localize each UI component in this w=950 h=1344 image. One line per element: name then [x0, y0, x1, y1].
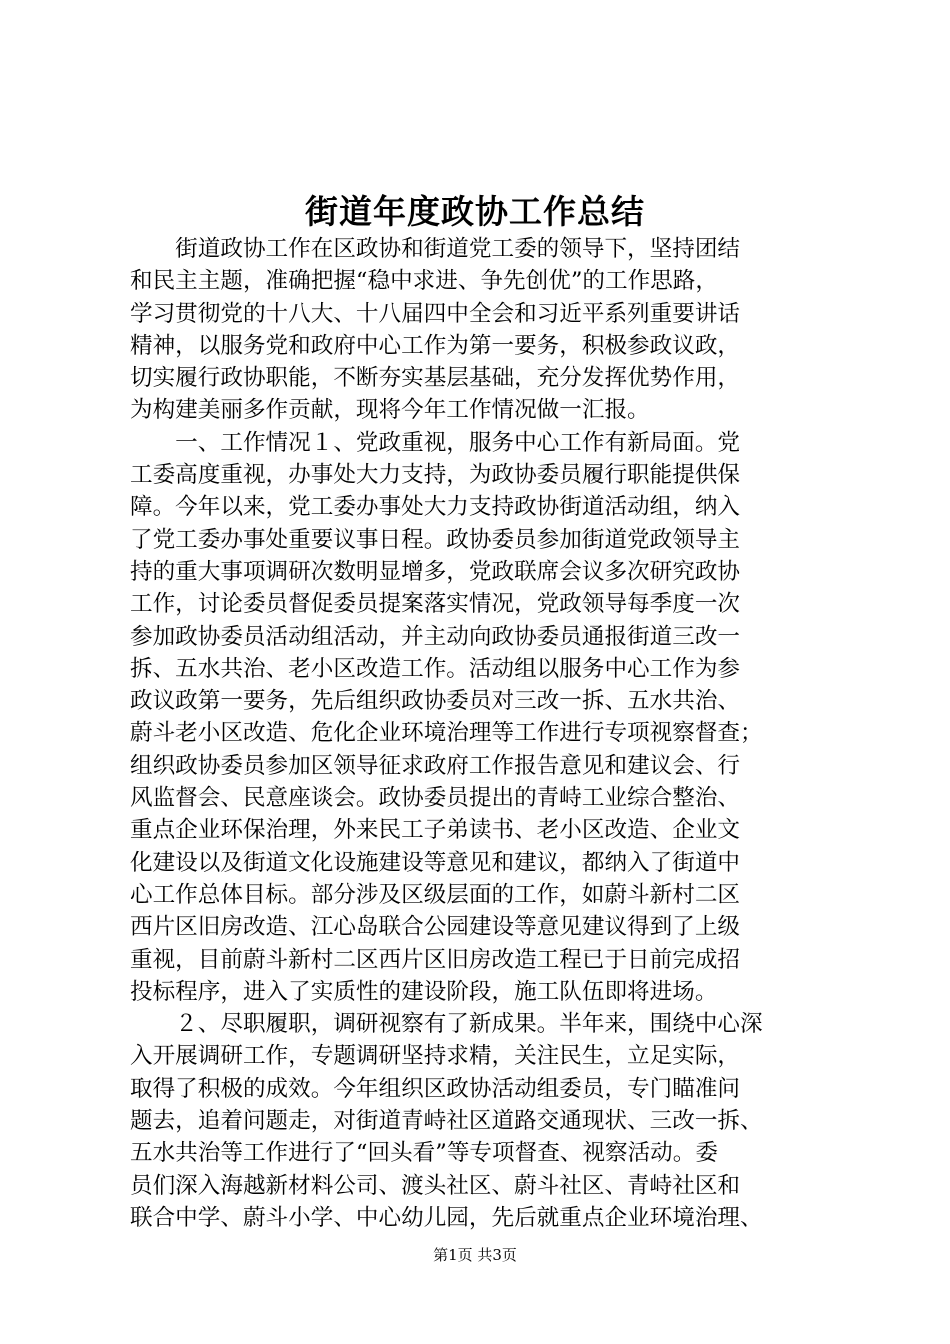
text-line: ２、尽职履职，调研视察有了新成果。半年来，围绕中心深 — [130, 1011, 763, 1038]
text-line: 重点企业环保治理，外来民工子弟读书、老小区改造、企业文 — [130, 817, 741, 844]
text-line: 为构建美丽多作贡献，现将今年工作情况做一汇报。 — [130, 397, 650, 424]
text-line: 工委高度重视，办事处大力支持，为政协委员履行职能提供保 — [130, 462, 741, 489]
text-line: 切实履行政协职能，不断夯实基层基础，充分发挥优势作用， — [130, 365, 741, 392]
text-line: 学习贯彻党的十八大、十八届四中全会和习近平系列重要讲话 — [130, 300, 741, 327]
text-line: 西片区旧房改造、江心岛联合公园建设等意见建议得到了上级 — [130, 914, 741, 941]
text-line: 拆、五水共治、老小区改造工作。活动组以服务中心工作为参 — [130, 655, 741, 682]
text-line: 政议政第一要务，先后组织政协委员对三改一拆、五水共治、 — [130, 688, 741, 715]
text-line: 参加政协委员活动组活动，并主动向政协委员通报街道三改一 — [130, 623, 741, 650]
text-line: 心工作总体目标。部分涉及区级层面的工作，如蔚斗新村二区 — [130, 881, 741, 908]
text-line: 一、工作情况１、党政重视，服务中心工作有新局面。党 — [130, 429, 741, 456]
text-line: 取得了积极的成效。今年组织区政协活动组委员，专门瞄准问 — [130, 1075, 741, 1102]
text-line: 障。今年以来，党工委办事处大力支持政协街道活动组，纳入 — [130, 494, 741, 521]
text-line: 联合中学、蔚斗小学、中心幼儿园，先后就重点企业环境治理、 — [130, 1204, 763, 1231]
document-body — [130, 233, 842, 1234]
text-line: 街道政协工作在区政协和街道党工委的领导下，坚持团结 — [130, 236, 741, 262]
text-line: 工作，讨论委员督促委员提案落实情况，党政领导每季度一次 — [130, 591, 741, 618]
text-line: 化建设以及街道文化设施建设等意见和建议，都纳入了街道中 — [130, 849, 741, 876]
text-line: 蔚斗老小区改造、危化企业环境治理等工作进行专项视察督查； — [130, 720, 763, 747]
text-line: 精神，以服务党和政府中心工作为第一要务，积极参政议政， — [130, 332, 741, 359]
text-line: 和民主主题，准确把握“稳中求进、争先创优”的工作思路， — [130, 268, 718, 295]
document-title: 街道年度政协工作总结 — [305, 192, 645, 231]
text-line: 了党工委办事处重要议事日程。政协委员参加街道党政领导主 — [130, 526, 741, 553]
text-line: 投标程序，进入了实质性的建设阶段，施工队伍即将进场。 — [130, 978, 718, 1005]
text-line: 五水共治等工作进行了“回头看”等专项督查、视察活动。委 — [130, 1140, 718, 1167]
text-line: 风监督会、民意座谈会。政协委员提出的青峙工业综合整治、 — [130, 785, 741, 812]
text-line: 题去，追着问题走，对街道青峙社区道路交通现状、三改一拆、 — [130, 1108, 763, 1135]
text-line: 持的重大事项调研次数明显增多，党政联席会议多次研究政协 — [130, 558, 741, 585]
text-line: 组织政协委员参加区领导征求政府工作报告意见和建议会、行 — [130, 752, 741, 779]
text-line: 员们深入海越新材料公司、渡头社区、蔚斗社区、青峙社区和 — [130, 1172, 741, 1199]
text-line: 入开展调研工作，专题调研坚持求精，关注民生，立足实际， — [130, 1043, 741, 1070]
page-footer: 第1页 共3页 — [433, 1246, 517, 1264]
text-line: 重视，目前蔚斗新村二区西片区旧房改造工程已于日前完成招 — [130, 946, 741, 973]
